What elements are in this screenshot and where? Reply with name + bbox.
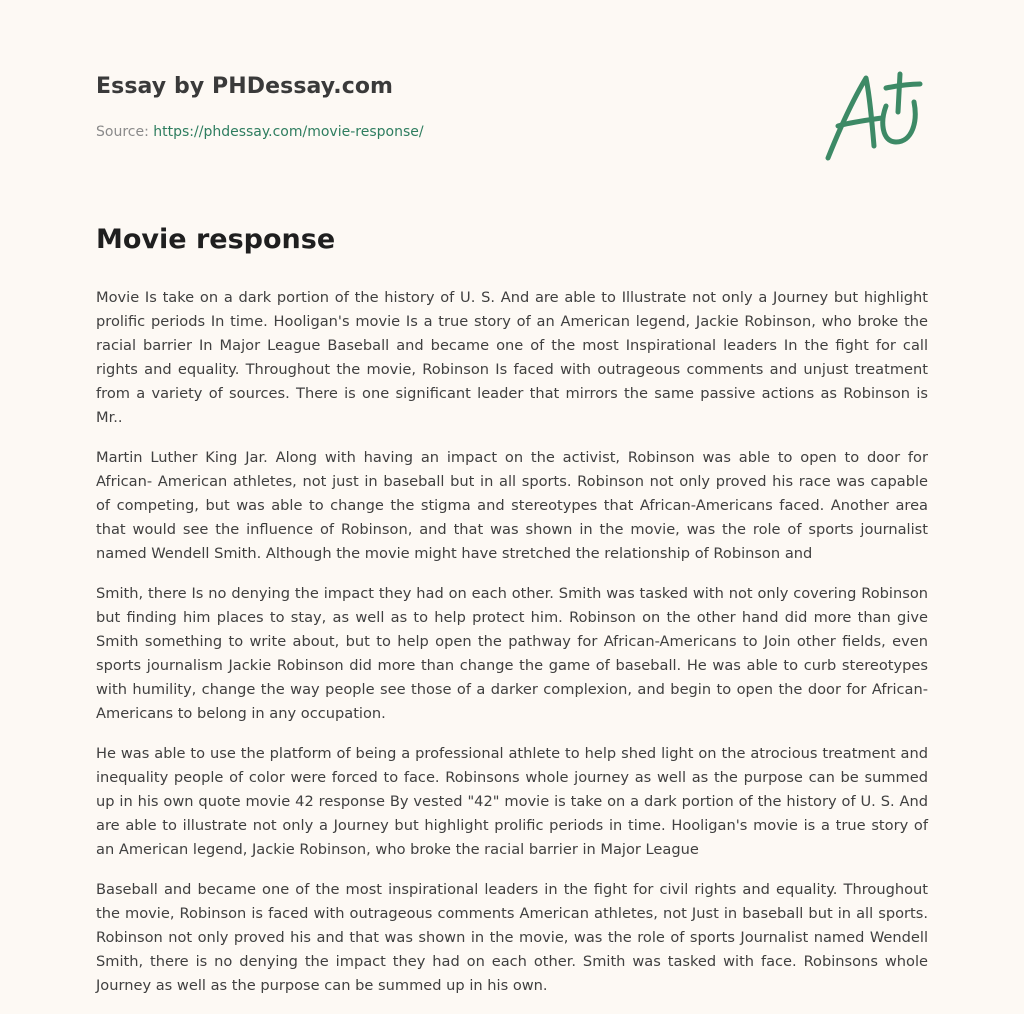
source-label: Source: [96, 124, 154, 140]
essay-paragraph: Smith, there Is no denying the impact they had on each other. Smith was tasked with not only covering Robinson but finding him places to stay, as well as to help protect him. Robinson on the other hand did more than give Smith something to write about, but to help open the pathway for African-Americans to Join other fields, even sports journalism Jackie Robinson did more than change the game of baseball. He was able to curb stereotypes with humility, change the way people see those of a darker complexion, and begin to open the door for African-Americans to belong in any occupation. [96, 585, 928, 722]
essay-title: Movie response [96, 224, 336, 255]
essay-paragraph: Baseball and became one of the most inspirational leaders in the fight for civil rights and equality. Throughout the movie, Robinson is faced with outrageous comments American athletes, not Just in baseball but in all sports. Robinson not only proved his and that was shown in the movie, was the role of sports Journalist named Wendell Smith, there is no denying the impact they had on each other. Smith was tasked with face. Robinsons whole Journey as well as the purpose can be summed up in his own. [96, 881, 928, 994]
a-plus-grade-icon [820, 68, 930, 164]
essay-paragraph: Martin Luther King Jar. Along with having an impact on the activist, Robinson was able to open to door for African- American athletes, not just in baseball but in all sports. Robinson not only proved his race was capable of competing, but was able to change the stigma and stereotypes that African-Americans faced. Another area that would see the influence of Robinson, and that was shown in the movie, was the role of sports journalist named Wendell Smith. Although the movie might have stretched the relationship of Robinson and [96, 449, 928, 562]
source-line [96, 124, 424, 140]
essay-paragraph: Movie Is take on a dark portion of the history of U. S. And are able to Illustrate not only a Journey but highlight prolific periods In time. Hooligan's movie Is a true story of an American legend, Jackie Robinson, who broke the racial barrier In Major League Baseball and became one of the most Inspirational leaders In the fight for call rights and equality. Throughout the movie, Robinson Is faced with outrageous comments and unjust treatment from a variety of sources. There is one significant leader that mirrors the same passive actions as Robinson is Mr.. [96, 289, 928, 426]
essay-body [96, 286, 928, 1014]
brand-title: Essay by PHDessay.com [96, 74, 394, 99]
essay-paragraph: He was able to use the platform of being a professional athlete to help shed light on the atrocious treatment and inequality people of color were forced to face. Robinsons whole journey as well as the purpose can be summed up in his own quote movie 42 response By vested "42" movie is take on a dark portion of the history of U. S. And are able to illustrate not only a Journey but highlight prolific periods in time. Hooligan's movie is a true story of an American legend, Jackie Robinson, who broke the racial barrier in Major League [96, 745, 928, 858]
source-link[interactable]: https://phdessay.com/movie-response/ [153, 124, 424, 140]
